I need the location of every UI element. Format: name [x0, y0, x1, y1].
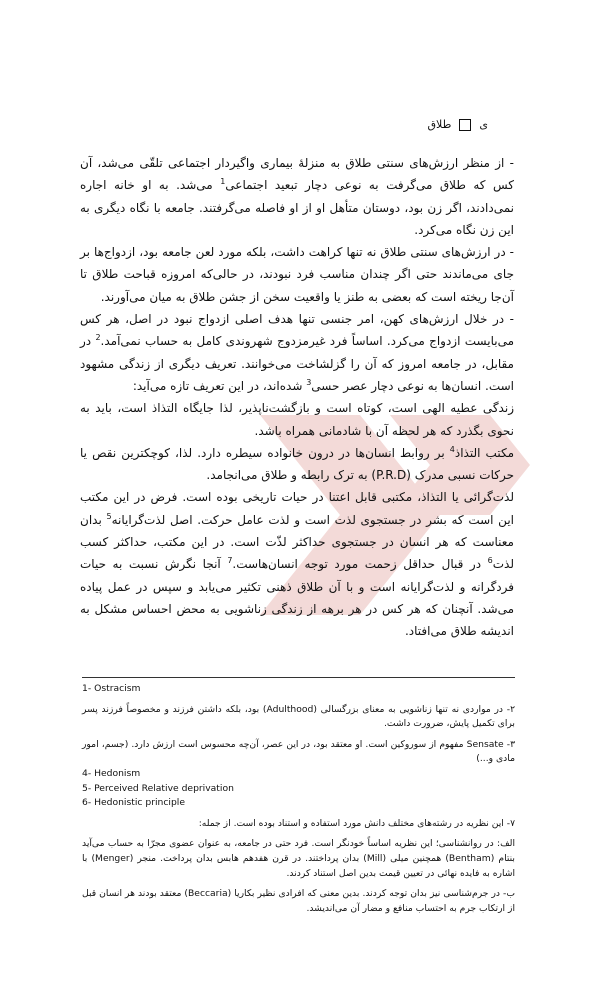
running-header [428, 118, 488, 131]
footnote-4: 4- Hedonism [82, 767, 141, 779]
footnote-7b: ب- در جرم‌شناسی نیز بدان توجه کردند. بدین معنی که افرادی نظیر بکاریا (Beccaria) معتقد بودند هر انسان قبل از ارتکاب جرم به احتساب منافع و مضار آن می‌اندیشد. [82, 888, 515, 914]
footnote-ref: 3 [306, 377, 312, 387]
paragraph-3: - در خلال ارزش‌های کهن، امر جنسی تنها هدف اصلی ازدواج نبود در اصل، هر کس می‌بایست ازدواج می‌کرد. اساساً فرد غیرمزدوج شهروندی کامل به حساب نمی‌آمد.$^2$ در مقابل، در جامعه امروز که آن را گزلشاخت می‌خوانند. تعریف دیگری از زندگی مشهود است. انسان‌ها به نوعی دچار عصر حسی$^3$ شده‌اند، در این تعریف تازه می‌آید: [80, 312, 515, 393]
paragraph-5: مکتب التذاذ$^4$ بر روابط انسان‌ها در درون خانواده سیطره دارد. لذا، کوچکترین نقص یا حرکات نسبی مدرک (P.R.D) به ترک رابطه و طلاق می‌انجامد. [80, 444, 514, 483]
body-text [80, 152, 514, 643]
footnote-7: ۷- این نظریه در رشته‌های مختلف دانش مورد استفاده و استناد بوده است. از جمله: [198, 817, 515, 829]
paragraph-4: زندگی عطیه الهی است، کوتاه است و بازگشت‌ناپذیر، لذا جایگاه التذاذ است، باید به نحوی بگذرد که هر لحظه آن با شادمانی همراه باشد. [80, 401, 514, 438]
footnote-ref: 5 [106, 511, 112, 521]
footnote-5: 5- Perceived Relative deprivation [82, 782, 234, 794]
footnotes [82, 682, 515, 916]
footnote-6: 6- Hedonistic principle [82, 797, 186, 809]
footnote-divider [82, 677, 515, 678]
footnote-2: ۲- در مواردی نه تنها زناشویی به معنای بزرگسالی (Adulthood) بود، بلکه داشتن فرزند و مخصوصاً فرزند پسر برای تکمیل پایش، ضرورت داشت. [82, 703, 515, 730]
paragraph-2: - در ارزش‌های سنتی طلاق نه تنها کراهت داشت، بلکه مورد لعن جامعه بود، ازدواج‌ها بر جای می‌ماندند حتی اگر چندان مناسب فرد نبودند، در حالی‌که امروزه قباحت طلاق تا آن‌جا ریخته است که بعضی به طنز یا واقعیت سخن از جشن طلاق به میان می‌آورند. [80, 245, 514, 304]
footnote-1: 1- Ostracism [82, 683, 141, 694]
paragraph-1: - از منظر ارزش‌های سنتی طلاق به منزلهٔ بیماری واگیردار اجتماعی تلقّی می‌شد، آن کس که طلاق می‌گرفت به نوعی دچار تبعید اجتماعی$^1$ می‌شد. به او خانه اجاره نمی‌دادند، اگر زن بود، دوستان متأهل او از او فاصله می‌گرفتند. جامعه با نگاه دیگری به این زن نگاه می‌کرد. [80, 156, 514, 237]
square-box-icon [459, 119, 471, 131]
section-letter: ی [479, 118, 488, 131]
footnote-ref: 4 [449, 444, 455, 454]
footnote-ref: 2 [95, 333, 101, 343]
header-title: طلاق [427, 118, 452, 131]
footnote-ref: 7 [227, 556, 233, 566]
paragraph-6: لذت‌گرائی یا التذاذ، مکتبی قابل اعتنا در حیات تاریخی بوده است. فرض در این مکتب این است که بشر در جستجوی لذت است و لذت عامل حرکت. اصل لذت‌گرایانه$^5$ بدان معناست که هر انسان در جستجوی حداکثر لذّت است. در این مکتب، حداکثر کسب لذت$^6$ در قبال حداقل زحمت مورد توجه انسان‌هاست.$^7$ آنجا نگرش نسبت به حیات فردگرانه و لذت‌گرایانه است و با آن طلاق ذهنی تکثیر می‌یابد و سپس در عمل پیاده می‌شد. آنچنان که هر کس در هر برهه از زندگی زناشویی به محض احساس مشکل به اندیشه طلاق می‌افتاد. [80, 490, 514, 639]
footnote-3: ۳- Sensate مفهوم از سوروکین است. او معتقد بود، در این عصر، آن‌چه محسوس است ارزش دارد. (جسم، امور مادی و...) [82, 738, 515, 765]
footnote-ref: 6 [487, 556, 493, 566]
footnote-7a: الف: در روانشناسی؛ این نظریه اساساً خودنگر است. فرد حتی در جامعه، به عنوان عضوی مجرّا به حساب می‌آید بنتام (Bentham) همچنین میلی (Mill) بدان پرداختند. در قرن هفدهم هابس بدان پرداخت. منجر (Menger) با اشاره به فایده نهائی در تعیین قیمت بدین اصل استناد کردند. [82, 838, 515, 879]
footnote-ref: 1 [220, 177, 226, 187]
